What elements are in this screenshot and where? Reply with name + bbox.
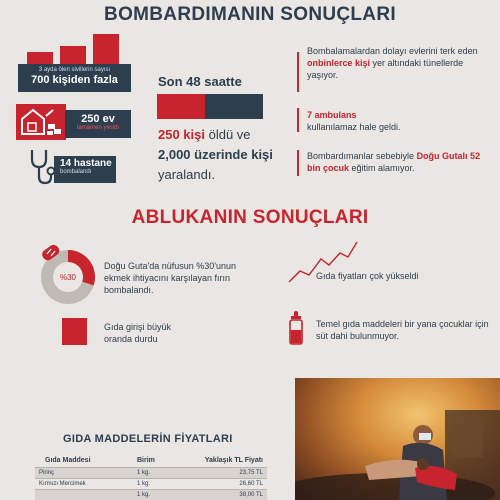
bakery-text: Doğu Guta'da nüfusun %30'unun ekmek ihtiyacını karşılayan fırın bombalandı. [104, 261, 237, 295]
table-row [35, 478, 267, 489]
hospitals-caption: bombalandı [60, 169, 92, 175]
civilians-caption: 3 ayda ölen sivillerin sayısı [38, 67, 111, 73]
destroyed-house-icon [16, 104, 66, 140]
ambulances-suffix: kullanılamaz hale geldi. [307, 122, 401, 132]
table-cell [35, 489, 133, 500]
hospitals-stat [54, 156, 116, 183]
tunnels-text-c: yer altındaki tünellerde yaşıyor. [307, 58, 464, 80]
hospitals-value: 14 hastane [60, 158, 112, 169]
killed-bar [157, 94, 205, 119]
column-header-item: Gıda Maddesi [35, 455, 133, 467]
table-row [35, 467, 267, 478]
milk-text: Temel gıda maddeleri bir yana çocuklar için süt dahi bulunmuyor. [316, 319, 489, 341]
casualties-text [158, 125, 298, 185]
column-header-price: Yaklaşık TL Fiyatı [191, 455, 267, 467]
civilians-stat [18, 64, 131, 92]
bar-2 [60, 46, 86, 64]
page-title: BOMBARDIMANIN SONUÇLARI [104, 4, 396, 25]
stethoscope-icon [24, 147, 56, 187]
table-cell: 23,75 TL [191, 467, 267, 478]
blockade-title: ABLUKANIN SONUÇLARI [131, 207, 369, 228]
prices-table-title: GIDA MADDELERİN FİYATLARI [63, 433, 233, 445]
table-header-row [35, 455, 267, 467]
injured-bar [205, 94, 263, 119]
injured-count: 2,000 üzerinde kişi [158, 147, 273, 162]
bar-1 [27, 52, 53, 64]
ambulances-text [307, 109, 487, 133]
table-cell: 1 kg. [133, 467, 191, 478]
table-cell: 38,00 TL [191, 489, 267, 500]
pie-label: %30 [59, 273, 77, 282]
divider-line-2 [297, 108, 299, 132]
table-cell: Pirinç [35, 467, 133, 478]
table-cell: 26,60 TL [191, 478, 267, 489]
tunnels-highlight: onbinlerce kişi [307, 58, 371, 68]
divider-line-1 [297, 52, 299, 92]
prices-text: Gıda fiyatları çok yükseldi [316, 271, 419, 281]
tunnels-text [307, 45, 487, 81]
prices-table [35, 455, 267, 500]
table-row [35, 489, 267, 500]
table-cell: Kırmızı Mercimek [35, 478, 133, 489]
rescue-photo [295, 378, 500, 500]
bread-icon [38, 241, 68, 271]
children-text [307, 150, 487, 174]
food-entry-text: Gıda girişi büyük oranda durdu [104, 322, 172, 344]
children-text-a: Bombardımanlar sebebiyle [307, 151, 417, 161]
ambulances-highlight: 7 ambulans [307, 110, 357, 120]
bar-3 [93, 34, 119, 64]
last-48-hours-label: Son 48 saatte [158, 74, 242, 89]
injured-suffix: yaralandı. [158, 167, 216, 182]
tunnels-text-a: Bombalamalardan dolayı evlerini terk eden [307, 46, 478, 56]
killed-suffix: öldü ve [205, 127, 251, 142]
civilians-value: 700 kişiden fazla [31, 74, 118, 86]
houses-stat [65, 110, 131, 138]
baby-bottle-icon [286, 310, 306, 346]
column-header-unit: Birim [133, 455, 191, 467]
houses-caption: tamamen yıkıldı [76, 125, 120, 131]
killed-count: 250 kişi [158, 127, 205, 142]
table-cell: 1 kg. [133, 489, 191, 500]
table-cell: 1 kg. [133, 478, 191, 489]
food-entry-marker [62, 318, 87, 345]
divider-line-3 [297, 150, 299, 176]
houses-value: 250 ev [81, 113, 115, 125]
children-highlight: Doğu Gutalı 52 bin çocuk [307, 151, 481, 173]
children-text-c: eğitim alamıyor. [349, 163, 415, 173]
